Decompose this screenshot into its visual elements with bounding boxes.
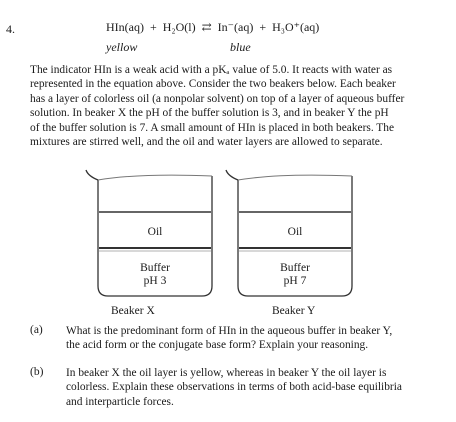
- beaker-y-caption: Beaker Y: [272, 305, 316, 317]
- beakers-diagram: [80, 168, 360, 303]
- paragraph-line: The indicator HIn is a weak acid with a pKₐ value of 5.0. It reacts with water as: [30, 64, 393, 76]
- part-b-label: (b): [30, 366, 44, 378]
- eq-equilibrium-arrow: ⇄: [201, 20, 212, 34]
- part-b-line: In beaker X the oil layer is yellow, whereas in beaker Y the oil layer is: [66, 367, 387, 379]
- paragraph-line: has a layer of colorless oil (a nonpolar solvent) on top of a layer of aqueous buffer: [30, 92, 405, 105]
- eq-product-in: In⁻(aq): [217, 20, 254, 34]
- paragraph-line: mixtures are stirred well, and the oil and water layers are allowed to separate.: [30, 136, 383, 149]
- paragraph-line: solution. In beaker X the pH of the buffer solution is 3, and in beaker Y the pH: [30, 107, 389, 120]
- question-number: 4.: [6, 22, 15, 36]
- eq-plus-2: +: [259, 20, 267, 34]
- part-a-text: [66, 324, 456, 353]
- eq-plus-1: +: [149, 20, 157, 34]
- part-a-line: What is the predominant form of HIn in the aqueous buffer in beaker Y,: [66, 325, 393, 337]
- part-a-label: (a): [30, 324, 43, 336]
- eq-product-hydronium: H₃O⁺(aq): [272, 20, 320, 34]
- beaker-y-buffer-label: Buffer: [280, 262, 310, 274]
- part-b-line: colorless. Explain these observations in terms of both acid-base equilibria: [66, 381, 402, 394]
- question-paragraph: [30, 63, 448, 149]
- part-a-line: the acid form or the conjugate base form? Explain your reasoning.: [66, 339, 369, 352]
- label-yellow: yellow: [106, 40, 138, 54]
- beaker-x-buffer-label: Buffer: [140, 262, 170, 274]
- eq-reactant-water: H₂O(l): [162, 20, 196, 34]
- paragraph-line: represented in the equation above. Consider the two beakers below. Each beaker: [30, 78, 396, 91]
- beaker-y-ph-label: pH 7: [283, 275, 307, 287]
- part-b-text: [66, 366, 456, 409]
- eq-reactant-hin: HIn(aq): [106, 20, 144, 34]
- part-b-line: and interparticle forces.: [66, 395, 174, 408]
- beaker-y-oil-label: Oil: [287, 226, 303, 238]
- beaker-x-oil-label: Oil: [147, 226, 163, 238]
- label-blue: blue: [230, 40, 251, 54]
- paragraph-line: of the buffer solution is 7. A small amount of HIn is placed in both beakers. The: [30, 121, 395, 134]
- beaker-x-caption: Beaker X: [111, 305, 155, 317]
- beaker-x-ph-label: pH 3: [143, 275, 167, 287]
- chemical-equation: [106, 20, 319, 35]
